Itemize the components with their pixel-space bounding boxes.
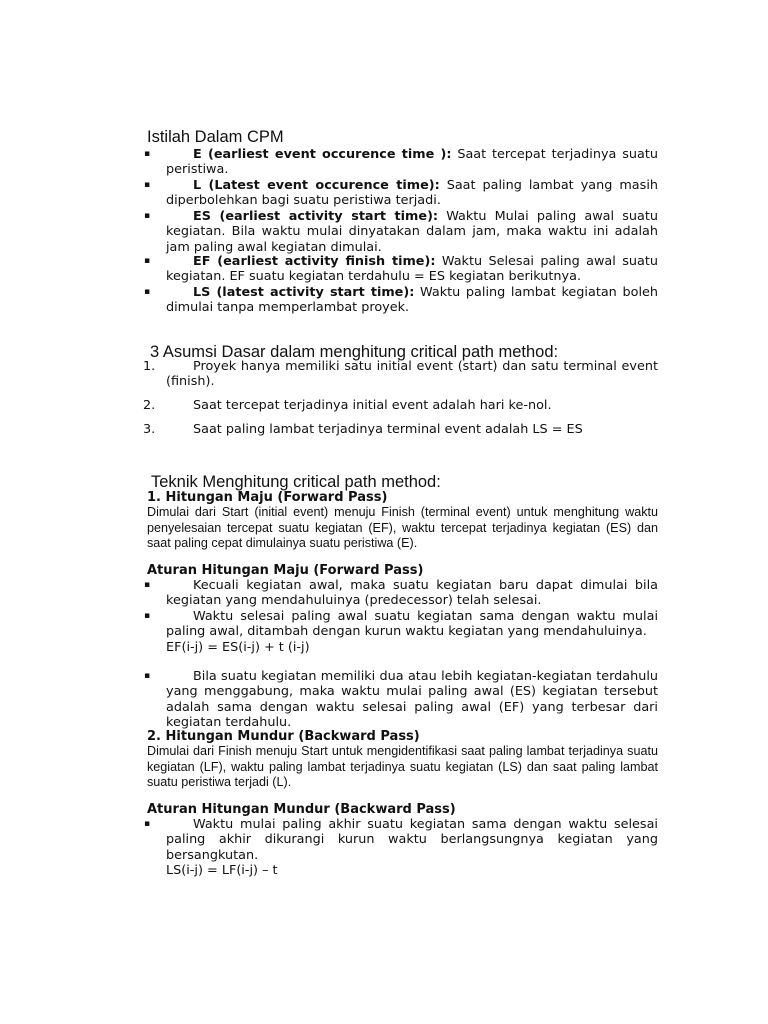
subheading-forward-pass: 1. Hitungan Maju (Forward Pass) xyxy=(147,490,388,505)
bullet-icon: ▪ xyxy=(144,256,151,266)
bullet-icon: ▪ xyxy=(144,671,151,681)
list-item: Saat tercepat terjadinya initial event adalah hari ke-nol. xyxy=(193,398,552,413)
list-item: Proyek hanya memiliki satu initial event (start) dan satu terminal event (finish). xyxy=(166,359,658,390)
list-item: LS (latest activity start time): Waktu paling lambat kegiatan boleh dimulai tanpa memperlambat proyek. xyxy=(166,285,658,316)
list-item: L (Latest event occurence time): Saat paling lambat yang masih diperbolehkan bagi suatu peristiwa terjadi. xyxy=(166,178,658,209)
paragraph-backward-pass: Dimulai dari Finish menuju Start untuk mengidentifikasi saat paling lambat terjadinya suatu kegiatan (LF), waktu paling lambat terjadinya suatu kegiatan (LS) dan saat paling lambat suatu peristiwa terjadi (L). xyxy=(147,744,658,790)
bullet-icon: ▪ xyxy=(144,149,151,159)
list-item: Saat paling lambat terjadinya terminal event adalah LS = ES xyxy=(193,422,583,437)
bullet-icon: ▪ xyxy=(144,819,151,829)
bullet-icon: ▪ xyxy=(144,580,151,590)
list-number: 2. xyxy=(143,398,156,413)
bullet-icon: ▪ xyxy=(144,287,151,297)
subheading-backward-pass: 2. Hitungan Mundur (Backward Pass) xyxy=(147,729,420,744)
bullet-icon: ▪ xyxy=(144,180,151,190)
list-number: 1. xyxy=(143,359,156,374)
subheading-forward-rules: Aturan Hitungan Maju (Forward Pass) xyxy=(147,563,424,578)
subheading-backward-rules: Aturan Hitungan Mundur (Backward Pass) xyxy=(147,802,456,817)
list-item: E (earliest event occurence time ): Saat tercepat terjadinya suatu peristiwa. xyxy=(166,147,658,178)
list-item: ES (earliest activity start time): Waktu Mulai paling awal suatu kegiatan. Bila waktu mulai dinyatakan dalam jam, maka waktu ini adalah jam paling awal kegiatan dimulai. xyxy=(166,209,658,255)
formula-forward: EF(i-j) = ES(i-j) + t (i-j) xyxy=(166,639,310,655)
list-item: Waktu mulai paling akhir suatu kegiatan sama dengan waktu selesai paling akhir dikurangi kurun waktu berlangsungnya kegiatan yang bersangkutan. LS(i-j) = LF(i-j) – t xyxy=(166,817,658,879)
formula-backward: LS(i-j) = LF(i-j) – t xyxy=(166,863,278,879)
paragraph-forward-pass: Dimulai dari Start (initial event) menuju Finish (terminal event) untuk menghitung waktu penyelesaian tercepat suatu kegiatan (EF), waktu tercepat terjadinya kegiatan (ES) dan saat paling cepat dimulainya suatu peristiwa (E). xyxy=(147,505,658,551)
section-title-asumsi: 3 Asumsi Dasar dalam menghitung critical path method: xyxy=(150,343,559,361)
section-title-istilah: Istilah Dalam CPM xyxy=(147,128,284,146)
list-item: Waktu selesai paling awal suatu kegiatan sama dengan waktu mulai paling awal, ditambah dengan kurun waktu kegiatan yang mendahuluinya. EF(i-j) = ES(i-j) + t (i-j) xyxy=(166,609,658,655)
list-item: EF (earliest activity finish time): Waktu Selesai paling awal suatu kegiatan. EF suatu kegiatan terdahulu = ES kegiatan berikutnya. xyxy=(166,254,658,285)
list-item: Kecuali kegiatan awal, maka suatu kegiatan baru dapat dimulai bila kegiatan yang mendahuluinya (predecessor) telah selesai. xyxy=(166,578,658,609)
list-number: 3. xyxy=(143,422,156,437)
list-item: Bila suatu kegiatan memiliki dua atau lebih kegiatan-kegiatan terdahulu yang menggabung, maka waktu mulai paling awal (ES) kegiatan tersebut adalah sama dengan waktu selesai paling awal (EF) yang terbesar dari kegiatan terdahulu. xyxy=(166,669,658,731)
bullet-icon: ▪ xyxy=(144,611,151,621)
section-title-teknik: Teknik Menghitung critical path method: xyxy=(151,473,441,491)
bullet-icon: ▪ xyxy=(144,211,151,221)
